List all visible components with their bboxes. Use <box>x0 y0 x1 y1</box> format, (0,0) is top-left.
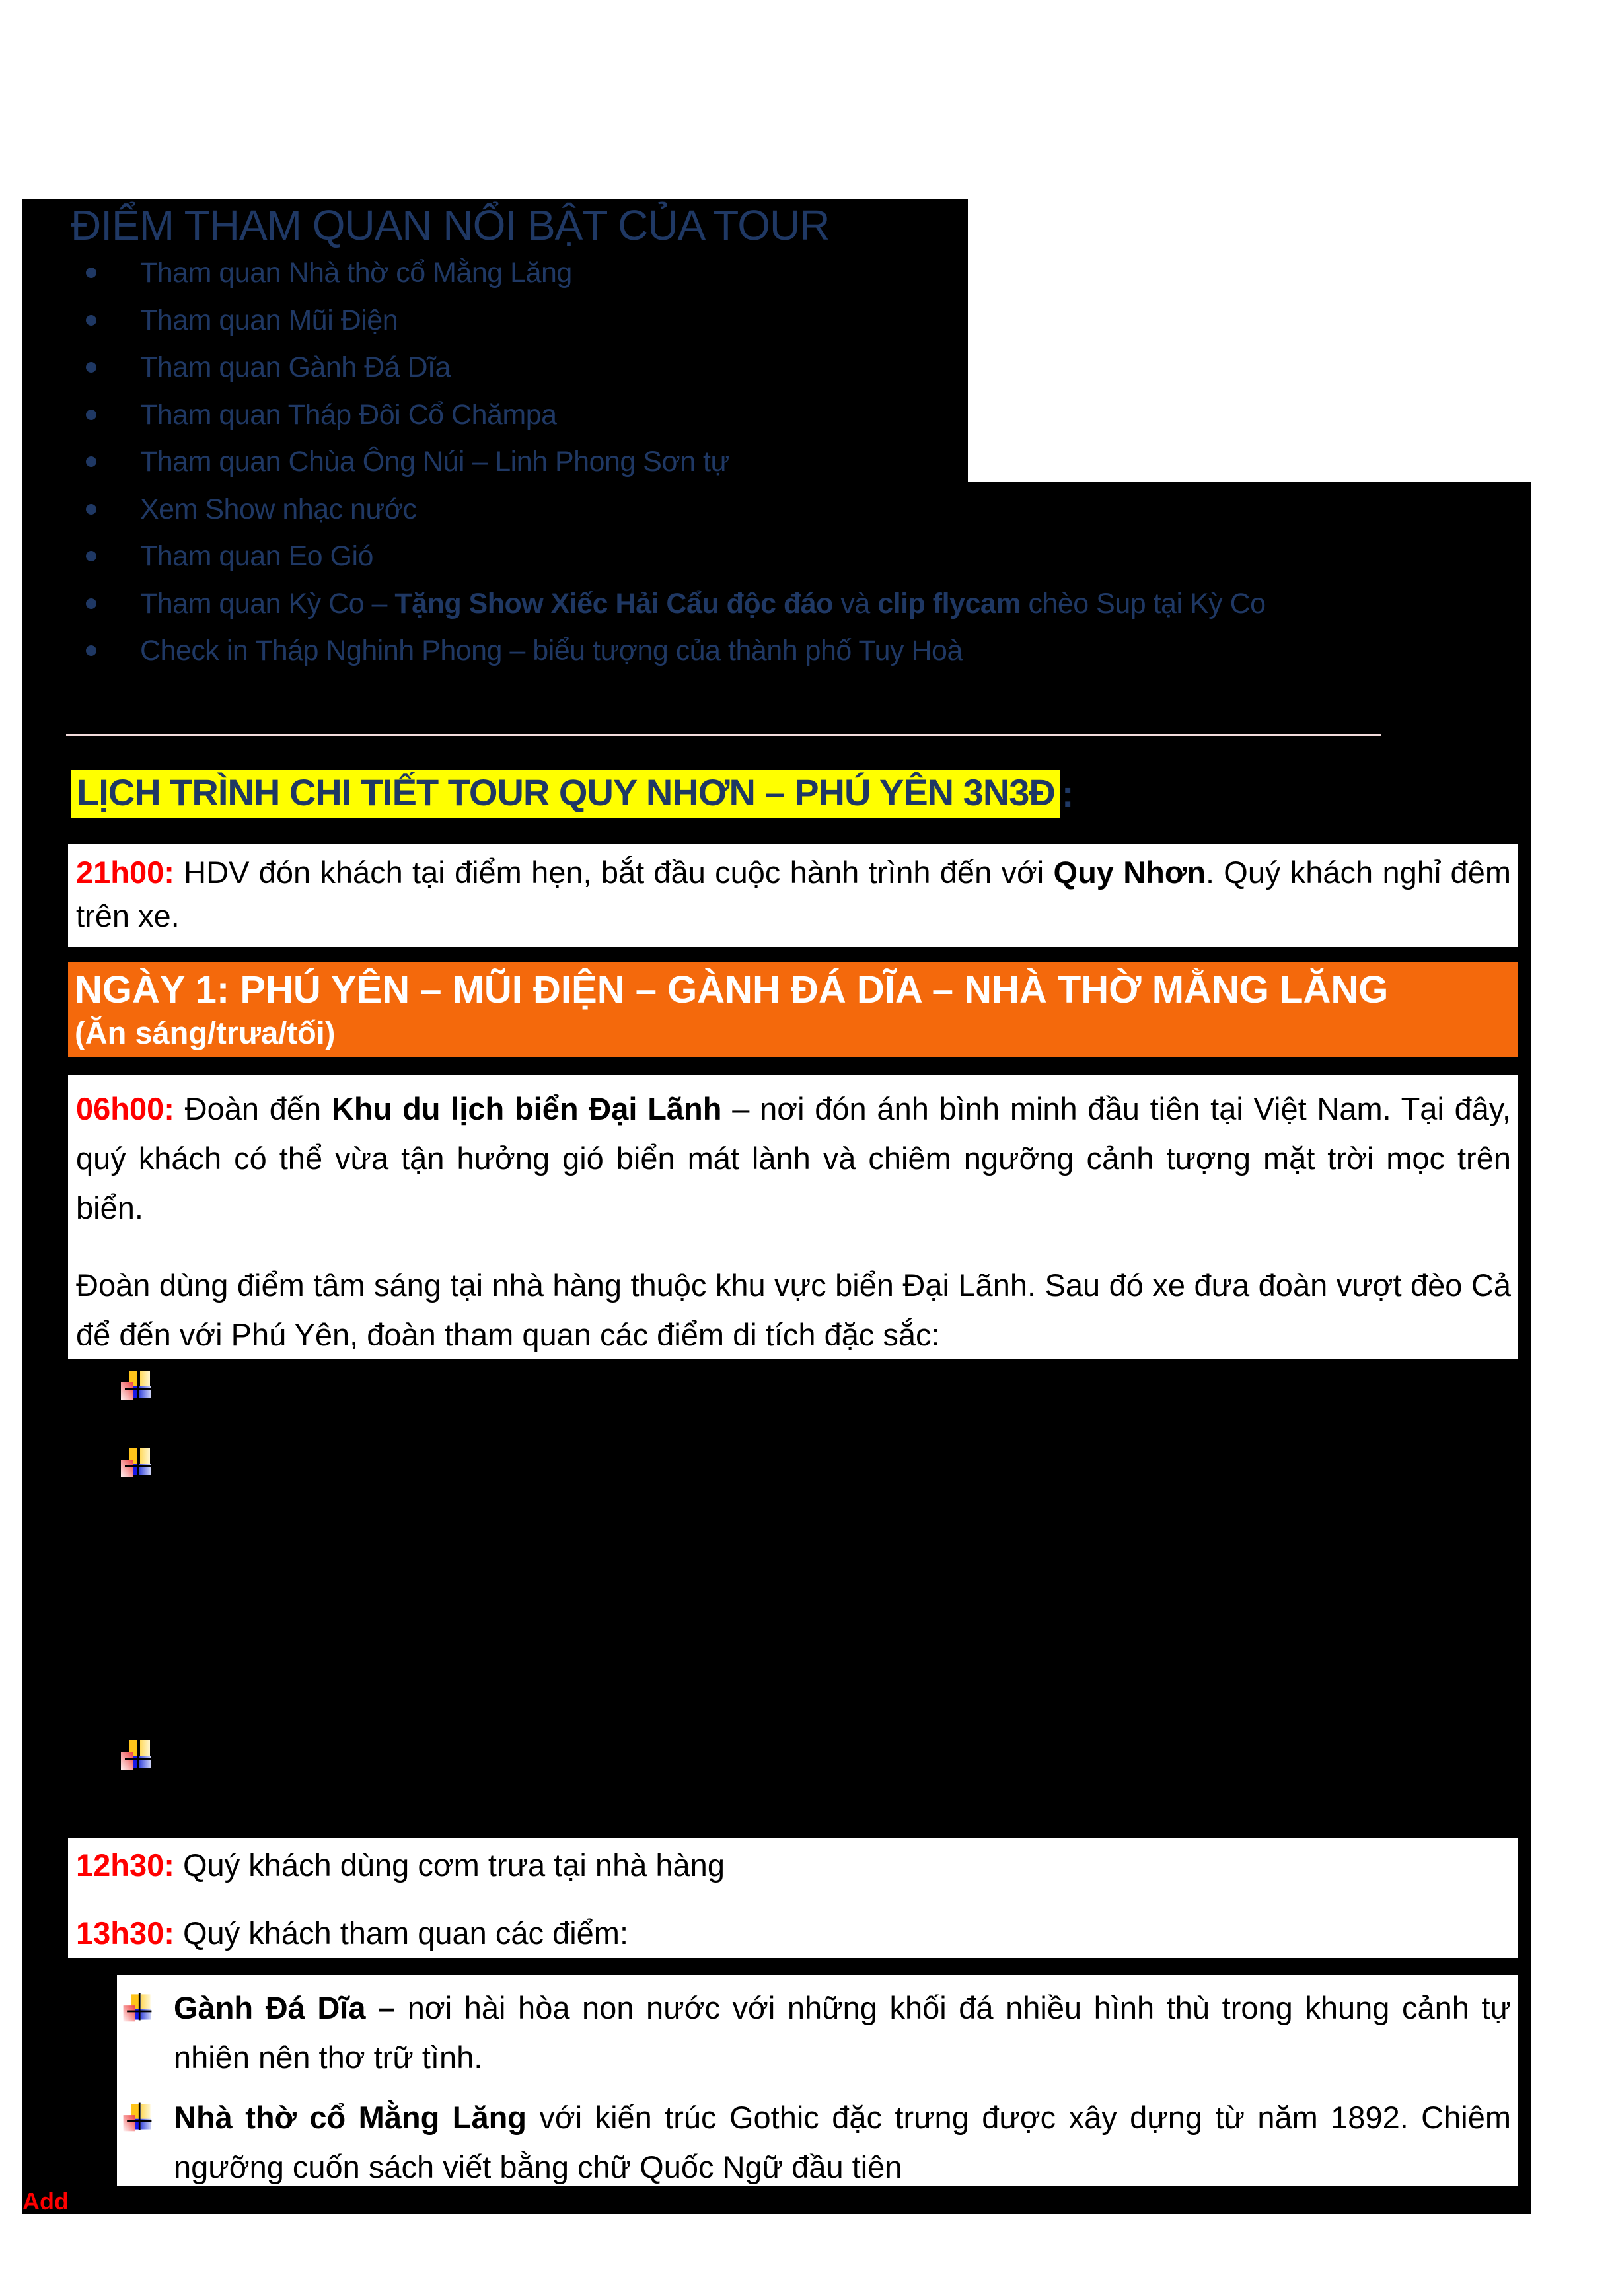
highlights-title: ĐIỂM THAM QUAN NỔI BẬT CỦA TOUR <box>71 201 830 249</box>
flag-bullet-icon <box>124 1993 152 2021</box>
timeslot-1330-line: 13h30: Quý khách tham quan các điểm: <box>76 1916 628 1951</box>
highlight-item: Xem Show nhạc nước <box>22 486 1522 534</box>
timeslot-1230-line: 12h30: Quý khách dùng cơm trưa tại nhà hàng <box>76 1848 725 1883</box>
broken-image-placeholder-icon <box>121 1447 151 1476</box>
schedule-heading <box>71 771 1074 815</box>
day1-banner-title: NGÀY 1: PHÚ YÊN – MŨI ĐIỆN – GÀNH ĐÁ DĨA – NHÀ THỜ MẰNG LĂNG <box>75 968 1389 1011</box>
bullet-dot-icon <box>86 410 96 420</box>
highlight-item: Tham quan Tháp Đôi Cổ Chămpa <box>22 392 1522 439</box>
day1-banner <box>68 962 1518 1057</box>
bullet-dot-icon <box>86 362 96 373</box>
highlight-item: Tham quan Eo Gió <box>22 533 1522 581</box>
highlights-list <box>22 250 1522 675</box>
site-item: Gành Đá Dĩa – nơi hài hòa non nước với những khối đá nhiều hình thù trong khung cảnh tự nhiên nên thơ trữ tình. <box>117 1983 1511 2082</box>
broken-image-placeholder-icon <box>121 1369 151 1398</box>
flag-bullet-icon <box>124 2103 152 2130</box>
timeslot-0600-paragraph: 06h00: Đoàn đến Khu du lịch biển Đại Lãnh – nơi đón ánh bình minh đầu tiên tại Việt Nam. Tại đây, quý khách có thể vừa tận hưởng gió biển mát lành và chiêm ngưỡng cảnh tượng mặt trời mọc trên biển. <box>76 1091 1511 1225</box>
timeslot-2100-box: 21h00: HDV đón khách tại điểm hẹn, bắt đầu cuộc hành trình đến với Quy Nhơn. Quý khách nghỉ đêm trên xe. <box>68 844 1518 947</box>
breakfast-paragraph: Đoàn dùng điểm tâm sáng tại nhà hàng thuộc khu vực biển Đại Lãnh. Sau đó xe đưa đoàn vượt đèo Cả để đến với Phú Yên, đoàn tham quan các điểm di tích đặc sắc: <box>76 1268 1511 1352</box>
bullet-dot-icon <box>86 598 96 609</box>
highlight-item: Tham quan Chùa Ông Núi – Linh Phong Sơn tự <box>22 439 1522 486</box>
highlight-item: Tham quan Nhà thờ cổ Mằng Lăng <box>22 250 1522 297</box>
schedule-heading-text: LỊCH TRÌNH CHI TIẾT TOUR QUY NHƠN – PHÚ YÊN 3N3Đ <box>71 770 1060 818</box>
highlight-item: Check in Tháp Nghinh Phong – biểu tượng của thành phố Tuy Hoà <box>22 628 1522 675</box>
broken-image-placeholder-icon <box>121 1739 151 1768</box>
timeslot-0600-box <box>68 1075 1518 1359</box>
section-divider <box>66 734 1381 736</box>
bullet-dot-icon <box>86 315 96 326</box>
bullet-dot-icon <box>86 504 96 515</box>
add-label: Add <box>22 2188 69 2215</box>
highlight-item: Tham quan Gành Đá Dĩa <box>22 344 1522 392</box>
schedule-heading-colon: : <box>1061 772 1074 814</box>
bullet-dot-icon <box>86 645 96 656</box>
lunch-afternoon-box <box>68 1838 1518 1958</box>
bullet-dot-icon <box>86 268 96 278</box>
highlight-item: Tham quan Mũi Điện <box>22 297 1522 345</box>
bullet-dot-icon <box>86 551 96 561</box>
day1-banner-meals: (Ăn sáng/trưa/tối) <box>75 1015 336 1050</box>
site-item: Nhà thờ cổ Mằng Lăng với kiến trúc Gothic đặc trưng được xây dựng từ năm 1892. Chiêm ngưỡng cuốn sách viết bằng chữ Quốc Ngữ đầu tiên <box>117 2093 1511 2192</box>
highlight-item: Tham quan Kỳ Co – Tặng Show Xiếc Hải Cẩu độc đáo và clip flycam chèo Sup tại Kỳ Co <box>22 581 1522 628</box>
bullet-dot-icon <box>86 456 96 467</box>
afternoon-sites-box <box>117 1975 1518 2186</box>
